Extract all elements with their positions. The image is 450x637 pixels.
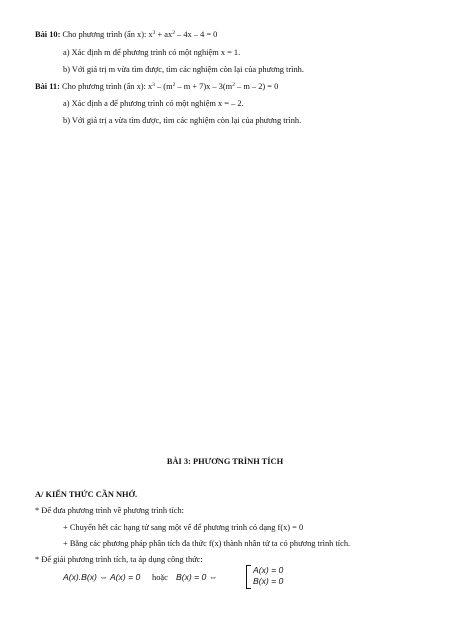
list-item: + Bằng các phương pháp phân tích đa thức f(x) thành nhân tử ta có phương trình tích. <box>63 539 351 548</box>
cases-bracket <box>246 565 251 589</box>
exercise-10-label: Bài 10: <box>35 30 61 39</box>
formula-mid: B(x) = 0 ⇔ <box>176 572 218 582</box>
exercise-10-part-b: b) Với giá trị m vừa tìm được, tìm các nghiệm còn lại của phương trình. <box>63 65 304 74</box>
formula-case-2: B(x) = 0 <box>253 576 284 586</box>
exercise-11-stem: Bài 11: Cho phương trình (ẩn x): $x^3 - (m^2 - m + 7)x - 3(m^2 - m - 2) = 0$ <box>35 82 279 91</box>
exercise-11-label: Bài 11: <box>35 82 60 91</box>
bullet-paragraph-1: * Để đưa phương trình về phương trình tích: <box>35 506 185 515</box>
exercise-10-part-a: a) Xác định m để phương trình có một nghiệm x = 1. <box>63 48 241 57</box>
list-item: + Chuyển hết các hạng tử sang một vế để phương trình có dạng f(x) = 0 <box>63 523 304 532</box>
formula-hoac: hoặc <box>152 573 168 582</box>
exercise-10-stem: Bài 10: Cho phương trình (ẩn x): $x^3 + ax^2 - 4x - 4 = 0$ <box>35 30 218 39</box>
formula-case-1: A(x) = 0 <box>253 565 284 575</box>
section-a-heading: A/ KIẾN THỨC CẦN NHỚ. <box>35 490 138 499</box>
lesson-title: BÀI 3: PHƯƠNG TRÌNH TÍCH <box>166 457 284 466</box>
exercise-11-part-b: b) Với giá trị a vừa tìm được, tìm các nghiệm còn lại của phương trình. <box>63 116 302 125</box>
bullet-paragraph-2: * Để giải phương trình tích, ta áp dụng công thức: <box>35 555 203 564</box>
formula-lhs: A(x).B(x) ⇔ A(x) = 0 <box>63 572 141 582</box>
exercise-11-part-a: a) Xác định a để phương trình có một nghiệm x = – 2. <box>63 99 244 108</box>
